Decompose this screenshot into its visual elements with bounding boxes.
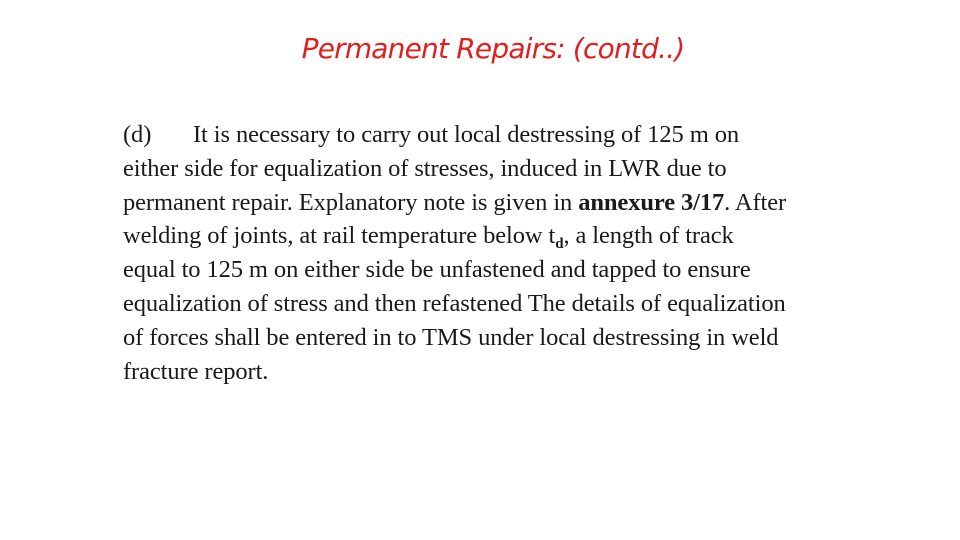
text-line: either side for equalization of stresses, induced in LWR due to [123,154,727,182]
paragraph-d [123,118,913,388]
text-line [123,118,913,152]
item-label: (d) [123,121,152,148]
annexure-reference: annexure 3/17 [578,188,725,216]
text-segment: permanent repair. Explanatory note is given in [123,188,579,216]
text-line: of forces shall be entered in to TMS under local destressing in weld [123,323,779,351]
text-line: equalization of stress and then refastened The details of equalization [123,289,786,317]
text-line: fracture report. [123,357,269,385]
text-segment: . After [724,188,787,216]
text-segment: , a length of track [563,222,734,250]
text-line [123,186,913,220]
text-segment: It is necessary to carry out local destressing of 125 m on [193,121,739,148]
text-line [123,219,913,253]
text-segment: welding of joints, at rail temperature below t [123,222,556,250]
text-line: equal to 125 m on either side be unfastened and tapped to ensure [123,256,751,284]
slide-title: Permanent Repairs: (contd..) [301,32,685,65]
subscript-d: d [555,236,564,253]
